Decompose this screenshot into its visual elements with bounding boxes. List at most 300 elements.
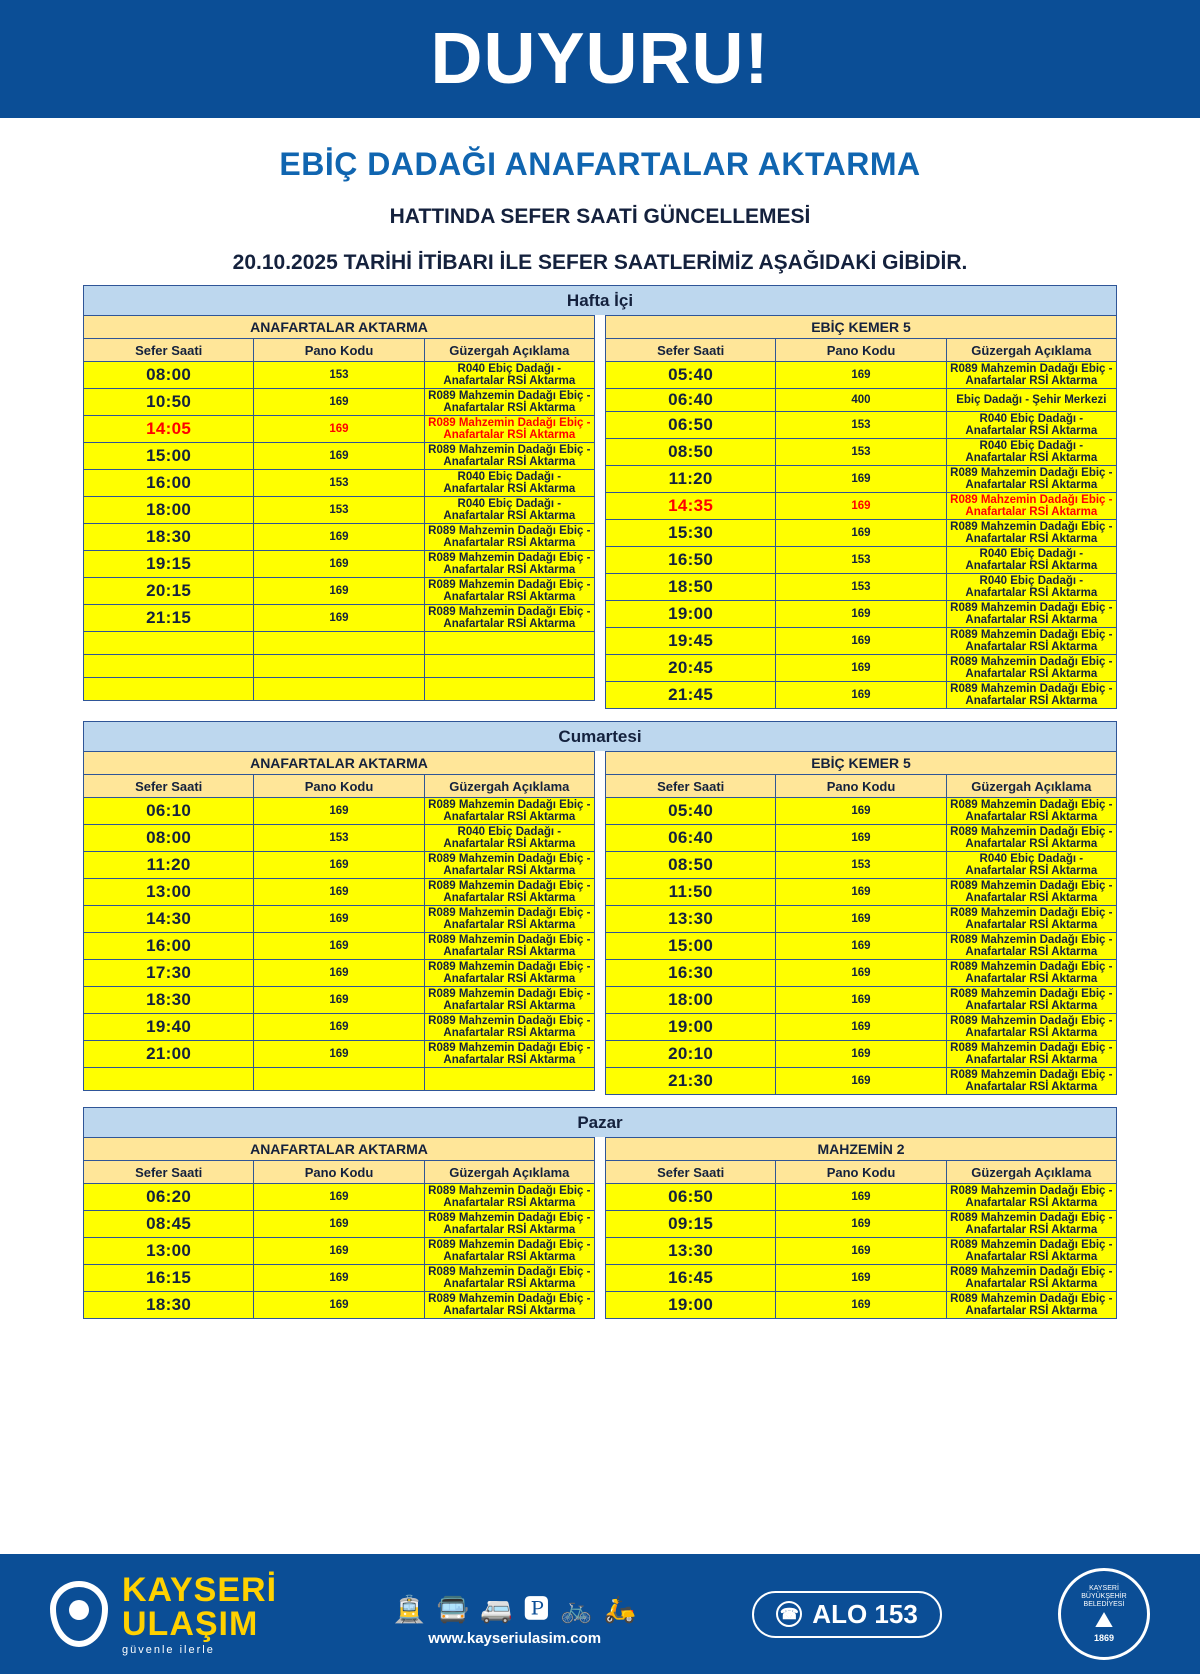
departure-time: 06:50 [606,1184,776,1211]
board-code: 169 [776,1211,946,1238]
pane-title-row [606,1138,1117,1161]
section-spacer [0,709,1200,721]
column-header-time: Sefer Saati [606,775,776,798]
board-code: 169 [776,798,946,825]
table-row [606,933,1117,960]
column-header-row [84,775,595,798]
day-band: Cumartesi [83,721,1117,751]
direction-panes [83,1137,1117,1319]
route-description: R089 Mahzemin Dadağı Ebiç - Anafartalar RSİ Aktarma [424,1184,594,1211]
phone-icon: ☎ [776,1601,802,1627]
departure-time: 06:10 [84,798,254,825]
municipality-seal [1058,1568,1150,1660]
pane-title-row [84,316,595,339]
board-code: 169 [776,362,946,389]
departure-time: 05:40 [606,362,776,389]
day-band: Hafta İçi [83,285,1117,315]
board-code: 169 [254,1041,424,1068]
route-description: R089 Mahzemin Dadağı Ebiç - Anafartalar RSİ Aktarma [424,852,594,879]
transport-modes [393,1582,636,1647]
departure-time: 06:40 [606,825,776,852]
route-description: R040 Ebiç Dadağı - Anafartalar RSİ Aktarma [946,547,1116,574]
table-row [606,960,1117,987]
departure-time: 14:30 [84,906,254,933]
tram-icon: 🚊 [393,1593,426,1624]
board-code: 169 [254,1238,424,1265]
board-code: 153 [254,497,424,524]
board-code: 153 [776,547,946,574]
seal-top-text: KAYSERİ BÜYÜKŞEHİR BELEDİYESİ [1081,1584,1127,1608]
route-description: R089 Mahzemin Dadağı Ebiç - Anafartalar RSİ Aktarma [424,933,594,960]
departure-time [84,655,254,678]
board-code: 153 [776,574,946,601]
departure-time: 19:40 [84,1014,254,1041]
board-code: 169 [254,798,424,825]
schedule-table [83,751,595,1091]
departure-time: 18:50 [606,574,776,601]
board-code: 169 [254,416,424,443]
departure-time: 19:00 [606,601,776,628]
route-description: R089 Mahzemin Dadağı Ebiç - Anafartalar RSİ Aktarma [424,879,594,906]
board-code: 153 [254,825,424,852]
departure-time: 19:00 [606,1014,776,1041]
table-row [84,852,595,879]
departure-time: 21:30 [606,1068,776,1095]
board-code: 169 [776,879,946,906]
route-description: R089 Mahzemin Dadağı Ebiç - Anafartalar RSİ Aktarma [946,1041,1116,1068]
direction-pane [605,315,1117,709]
website-url[interactable]: www.kayseriulasim.com [428,1629,602,1647]
table-row [84,632,595,655]
column-header-code: Pano Kodu [776,775,946,798]
board-code: 169 [254,906,424,933]
route-description: R089 Mahzemin Dadağı Ebiç - Anafartalar RSİ Aktarma [424,443,594,470]
table-row [606,1014,1117,1041]
bus-icon: 🚍 [436,1593,469,1624]
schedule-table [605,315,1117,709]
board-code: 169 [254,1184,424,1211]
departure-time: 18:00 [84,497,254,524]
board-code: 169 [776,960,946,987]
route-description: R089 Mahzemin Dadağı Ebiç - Anafartalar RSİ Aktarma [946,1292,1116,1319]
table-row [606,389,1117,412]
route-description: R089 Mahzemin Dadağı Ebiç - Anafartalar RSİ Aktarma [946,466,1116,493]
brand-name-line2: ULAŞIM [122,1604,259,1643]
board-code: 169 [776,1184,946,1211]
mountain-icon: ⛰ [1094,1606,1114,1632]
column-header-desc: Güzergah Açıklama [946,775,1116,798]
pane-title-row [84,752,595,775]
board-code: 169 [254,551,424,578]
departure-time: 16:50 [606,547,776,574]
route-description: R089 Mahzemin Dadağı Ebiç - Anafartalar RSİ Aktarma [946,362,1116,389]
footer-band [0,1554,1200,1674]
departure-time: 13:30 [606,906,776,933]
route-description: R089 Mahzemin Dadağı Ebiç - Anafartalar RSİ Aktarma [946,798,1116,825]
pane-title: EBİÇ KEMER 5 [606,752,1117,775]
departure-time: 18:00 [606,987,776,1014]
column-header-row [606,775,1117,798]
table-row [606,412,1117,439]
pane-title-row [606,316,1117,339]
route-description: R089 Mahzemin Dadağı Ebiç - Anafartalar RSİ Aktarma [424,524,594,551]
route-description [424,1068,594,1091]
announcement-header-band [0,0,1200,118]
board-code: 169 [254,605,424,632]
table-row [84,578,595,605]
table-row [84,443,595,470]
departure-time: 16:15 [84,1265,254,1292]
departure-time: 11:20 [84,852,254,879]
route-description: R089 Mahzemin Dadağı Ebiç - Anafartalar RSİ Aktarma [424,605,594,632]
board-code: 169 [254,389,424,416]
departure-time [84,632,254,655]
route-description: R089 Mahzemin Dadağı Ebiç - Anafartalar RSİ Aktarma [946,933,1116,960]
section-spacer [0,1095,1200,1107]
board-code: 169 [776,906,946,933]
table-row [84,933,595,960]
table-row [84,906,595,933]
update-subtitle: HATTINDA SEFER SAATİ GÜNCELLEMESİ [389,205,811,228]
route-description: R040 Ebiç Dadağı - Anafartalar RSİ Aktarma [946,574,1116,601]
departure-time: 13:00 [84,1238,254,1265]
route-description: R089 Mahzemin Dadağı Ebiç - Anafartalar RSİ Aktarma [946,1184,1116,1211]
board-code: 169 [776,655,946,682]
column-header-time: Sefer Saati [84,339,254,362]
column-header-desc: Güzergah Açıklama [424,339,594,362]
column-header-desc: Güzergah Açıklama [424,775,594,798]
departure-time: 21:45 [606,682,776,709]
departure-time: 21:00 [84,1041,254,1068]
table-row [84,416,595,443]
route-description: R089 Mahzemin Dadağı Ebiç - Anafartalar RSİ Aktarma [946,906,1116,933]
departure-time: 11:50 [606,879,776,906]
departure-time: 20:15 [84,578,254,605]
board-code: 169 [776,1014,946,1041]
direction-panes [83,315,1117,709]
board-code: 169 [776,601,946,628]
board-code: 153 [776,412,946,439]
route-description: R089 Mahzemin Dadağı Ebiç - Anafartalar RSİ Aktarma [946,1265,1116,1292]
departure-time: 20:10 [606,1041,776,1068]
table-row [84,605,595,632]
table-row [606,574,1117,601]
board-code [254,1068,424,1091]
route-description: R089 Mahzemin Dadağı Ebiç - Anafartalar RSİ Aktarma [424,798,594,825]
section-spacer [0,1319,1200,1331]
departure-time: 13:00 [84,879,254,906]
pane-title: MAHZEMİN 2 [606,1138,1117,1161]
direction-pane [605,751,1117,1095]
column-header-desc: Güzergah Açıklama [424,1161,594,1184]
column-header-time: Sefer Saati [606,339,776,362]
table-row [606,879,1117,906]
minibus-icon: 🚐 [479,1593,513,1624]
departure-time: 19:00 [606,1292,776,1319]
route-description: R089 Mahzemin Dadağı Ebiç - Anafartalar RSİ Aktarma [424,416,594,443]
table-row [606,520,1117,547]
pane-title-row [606,752,1117,775]
table-row [606,466,1117,493]
route-description: R089 Mahzemin Dadağı Ebiç - Anafartalar RSİ Aktarma [424,578,594,605]
board-code: 169 [254,933,424,960]
route-description [424,632,594,655]
route-description: R089 Mahzemin Dadağı Ebiç - Anafartalar RSİ Aktarma [946,1068,1116,1095]
table-row [84,678,595,701]
board-code: 169 [254,852,424,879]
departure-time: 15:00 [84,443,254,470]
page-title: DUYURU! [430,19,770,99]
table-row [606,906,1117,933]
column-header-row [84,1161,595,1184]
board-code: 169 [776,1238,946,1265]
column-header-code: Pano Kodu [254,1161,424,1184]
route-description: R089 Mahzemin Dadağı Ebiç - Anafartalar RSİ Aktarma [424,1211,594,1238]
table-row [606,547,1117,574]
route-description: R089 Mahzemin Dadağı Ebiç - Anafartalar RSİ Aktarma [946,1238,1116,1265]
table-row [84,987,595,1014]
board-code: 153 [776,439,946,466]
board-code: 169 [776,987,946,1014]
route-description: R089 Mahzemin Dadağı Ebiç - Anafartalar RSİ Aktarma [424,1265,594,1292]
departure-time: 15:00 [606,933,776,960]
route-description: R089 Mahzemin Dadağı Ebiç - Anafartalar RSİ Aktarma [424,987,594,1014]
departure-time [84,1068,254,1091]
column-header-code: Pano Kodu [776,1161,946,1184]
board-code: 169 [776,628,946,655]
schedule-table [605,1137,1117,1319]
route-description: R089 Mahzemin Dadağı Ebiç - Anafartalar RSİ Aktarma [946,682,1116,709]
direction-pane [83,751,595,1095]
departure-time: 08:50 [606,852,776,879]
route-description: R040 Ebiç Dadağı - Anafartalar RSİ Aktarma [424,497,594,524]
board-code: 169 [776,933,946,960]
board-code: 169 [254,1292,424,1319]
seal-year: 1869 [1093,1632,1114,1643]
board-code: 153 [776,852,946,879]
route-description: R089 Mahzemin Dadağı Ebiç - Anafartalar RSİ Aktarma [424,906,594,933]
table-row [84,524,595,551]
board-code: 153 [254,362,424,389]
table-row [606,362,1117,389]
column-header-desc: Güzergah Açıklama [946,1161,1116,1184]
day-band: Pazar [83,1107,1117,1137]
pane-title-row [84,1138,595,1161]
pane-title: EBİÇ KEMER 5 [606,316,1117,339]
table-row [606,798,1117,825]
board-code: 169 [776,682,946,709]
board-code: 169 [776,520,946,547]
departure-time: 18:30 [84,987,254,1014]
departure-time: 05:40 [606,798,776,825]
departure-time: 08:45 [84,1211,254,1238]
table-row [606,628,1117,655]
board-code [254,655,424,678]
table-row [606,852,1117,879]
route-description [424,655,594,678]
schedule-table [83,1137,595,1319]
departure-time: 21:15 [84,605,254,632]
departure-time: 14:05 [84,416,254,443]
table-row [606,1211,1117,1238]
board-code: 169 [776,1292,946,1319]
departure-time: 14:35 [606,493,776,520]
table-row [84,389,595,416]
departure-time: 18:30 [84,524,254,551]
route-description: R040 Ebiç Dadağı - Anafartalar RSİ Aktarma [946,439,1116,466]
table-row [606,439,1117,466]
table-row [84,798,595,825]
table-row [606,1184,1117,1211]
park-icon: 🅿 [523,1593,550,1624]
route-description: R040 Ebiç Dadağı - Anafartalar RSİ Aktarma [424,470,594,497]
route-description: R089 Mahzemin Dadağı Ebiç - Anafartalar RSİ Aktarma [946,655,1116,682]
departure-time: 06:40 [606,389,776,412]
table-row [606,493,1117,520]
brand-name-line1: KAYSERİ [122,1570,278,1609]
board-code: 169 [776,1068,946,1095]
table-row [606,1068,1117,1095]
table-row [606,655,1117,682]
departure-time: 06:20 [84,1184,254,1211]
departure-time: 18:30 [84,1292,254,1319]
departure-time: 16:00 [84,470,254,497]
table-row [606,825,1117,852]
schedule-section [83,285,1117,709]
route-description: R089 Mahzemin Dadağı Ebiç - Anafartalar RSİ Aktarma [946,825,1116,852]
route-description: R089 Mahzemin Dadağı Ebiç - Anafartalar RSİ Aktarma [424,551,594,578]
table-row [606,1265,1117,1292]
departure-time: 06:50 [606,412,776,439]
brand-slogan: güvenle ilerle [122,1643,215,1656]
line-name: EBİÇ DADAĞI ANAFARTALAR AKTARMA [279,146,921,182]
kayseri-ulasim-pin-icon [50,1581,108,1647]
column-header-row [606,1161,1117,1184]
table-row [84,1265,595,1292]
table-row [84,1184,595,1211]
route-description: R040 Ebiç Dadağı - Anafartalar RSİ Aktarma [946,412,1116,439]
route-description: R089 Mahzemin Dadağı Ebiç - Anafartalar RSİ Aktarma [946,1211,1116,1238]
route-description: R040 Ebiç Dadağı - Anafartalar RSİ Aktarma [424,362,594,389]
board-code [254,632,424,655]
table-row [606,1292,1117,1319]
schedule-table [83,315,595,701]
route-description: R089 Mahzemin Dadağı Ebiç - Anafartalar RSİ Aktarma [946,1014,1116,1041]
table-row [84,960,595,987]
schedule-section [83,721,1117,1095]
departure-time: 17:30 [84,960,254,987]
table-row [84,879,595,906]
column-header-time: Sefer Saati [84,1161,254,1184]
departure-time: 16:00 [84,933,254,960]
board-code: 400 [776,389,946,412]
board-code [254,678,424,701]
departure-time: 08:50 [606,439,776,466]
route-description: R089 Mahzemin Dadağı Ebiç - Anafartalar RSİ Aktarma [946,628,1116,655]
column-header-row [606,339,1117,362]
departure-time: 16:30 [606,960,776,987]
schedule-section [83,1107,1117,1319]
hotline-badge[interactable] [752,1591,942,1638]
column-header-code: Pano Kodu [254,775,424,798]
table-row [84,1238,595,1265]
table-row [84,551,595,578]
route-description: R089 Mahzemin Dadağı Ebiç - Anafartalar RSİ Aktarma [946,960,1116,987]
table-row [84,470,595,497]
board-code: 169 [254,524,424,551]
table-row [606,682,1117,709]
board-code: 169 [254,960,424,987]
board-code: 169 [254,879,424,906]
board-code: 169 [254,443,424,470]
table-row [84,1292,595,1319]
route-description: R089 Mahzemin Dadağı Ebiç - Anafartalar RSİ Aktarma [946,879,1116,906]
board-code: 169 [776,466,946,493]
route-description: R089 Mahzemin Dadağı Ebiç - Anafartalar RSİ Aktarma [424,1014,594,1041]
schedule-table [605,751,1117,1095]
board-code: 169 [776,1041,946,1068]
table-row [84,1014,595,1041]
table-row [84,1068,595,1091]
board-code: 169 [776,1265,946,1292]
board-code: 153 [254,470,424,497]
table-row [606,601,1117,628]
departure-time [84,678,254,701]
departure-time: 20:45 [606,655,776,682]
departure-time: 16:45 [606,1265,776,1292]
route-description: R089 Mahzemin Dadağı Ebiç - Anafartalar RSİ Aktarma [946,520,1116,547]
brand-logo [50,1570,278,1656]
departure-time: 09:15 [606,1211,776,1238]
route-description: R089 Mahzemin Dadağı Ebiç - Anafartalar RSİ Aktarma [946,493,1116,520]
direction-pane [83,315,595,709]
pane-title: ANAFARTALAR AKTARMA [84,1138,595,1161]
route-description: R040 Ebiç Dadağı - Anafartalar RSİ Aktarma [946,852,1116,879]
departure-time: 15:30 [606,520,776,547]
direction-panes [83,751,1117,1095]
table-row [84,1211,595,1238]
route-description: R089 Mahzemin Dadağı Ebiç - Anafartalar RSİ Aktarma [946,987,1116,1014]
table-row [84,497,595,524]
table-row [606,1238,1117,1265]
board-code: 169 [254,987,424,1014]
direction-pane [605,1137,1117,1319]
route-description: R089 Mahzemin Dadağı Ebiç - Anafartalar RSİ Aktarma [946,601,1116,628]
column-header-time: Sefer Saati [84,775,254,798]
route-description: R089 Mahzemin Dadağı Ebiç - Anafartalar RSİ Aktarma [424,1041,594,1068]
route-description: R089 Mahzemin Dadağı Ebiç - Anafartalar RSİ Aktarma [424,960,594,987]
departure-time: 13:30 [606,1238,776,1265]
effective-date-note: 20.10.2025 TARİHİ İTİBARI İLE SEFER SAATLERİMİZ AŞAĞIDAKİ GİBİDİR. [232,251,968,274]
table-row [84,1041,595,1068]
route-description: R089 Mahzemin Dadağı Ebiç - Anafartalar RSİ Aktarma [424,389,594,416]
board-code: 169 [254,578,424,605]
table-row [84,655,595,678]
board-code: 169 [776,493,946,520]
table-row [84,825,595,852]
schedule-sections [0,285,1200,1331]
direction-pane [83,1137,595,1319]
column-header-code: Pano Kodu [776,339,946,362]
route-description [424,678,594,701]
departure-time: 11:20 [606,466,776,493]
board-code: 169 [254,1211,424,1238]
route-description: R040 Ebiç Dadağı - Anafartalar RSİ Aktarma [424,825,594,852]
departure-time: 08:00 [84,362,254,389]
scooter-icon: 🛵 [603,1593,637,1624]
route-description: R089 Mahzemin Dadağı Ebiç - Anafartalar RSİ Aktarma [424,1292,594,1319]
departure-time: 08:00 [84,825,254,852]
